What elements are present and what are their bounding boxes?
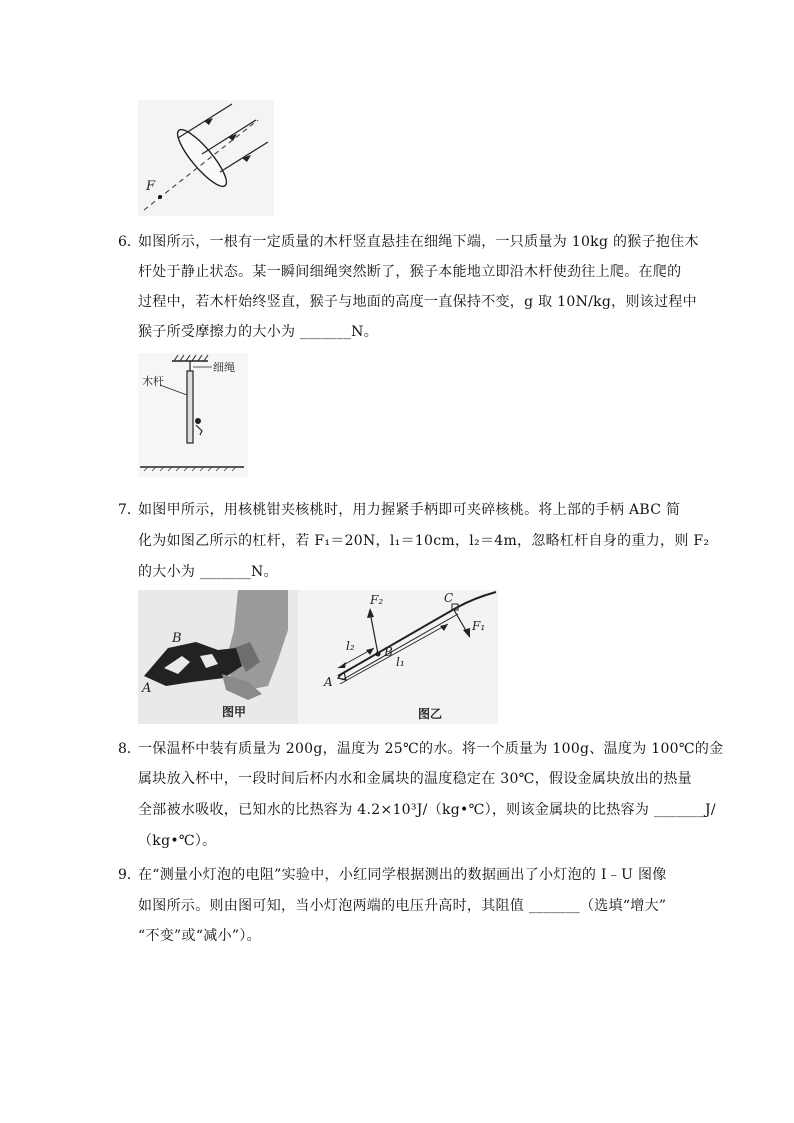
question-6-line-2: 杆处于静止状态。某一瞬间细绳突然断了，猴子本能地立即沿木杆使劲往上爬。在爬的 [138, 264, 682, 280]
caption-figure-b: 图乙 [418, 707, 443, 721]
question-7-line-3: 的大小为 _______N。 [138, 564, 278, 580]
question-8-number: 8． [118, 741, 141, 757]
lever-label-l2: l₂ [346, 639, 355, 653]
question-8-line-2: 属块放入杯中，一段时间后杯内水和金属块的温度稳定在 30℃，假设金属块放出的热量 [138, 771, 692, 787]
rope-label: 细绳 [213, 361, 235, 374]
question-6-line-1: 如图所示，一根有一定质量的木杆竖直悬挂在细绳下端，一只质量为 10kg 的猴子抱住木 [138, 234, 699, 250]
question-8-line-1: 一保温杯中装有质量为 200g，温度为 25℃的水。将一个质量为 100g、温度为 100℃的金 [138, 741, 724, 757]
question-7-number: 7． [118, 502, 141, 518]
question-6-number: 6． [118, 234, 141, 250]
lever-label-c: C [444, 591, 454, 605]
lever-label-a: A [324, 675, 333, 689]
question-9-line-3: “不变”或“减小”）。 [138, 928, 261, 944]
question-8-line-4: （kg•℃）。 [138, 833, 217, 849]
focus-label: F [146, 179, 156, 194]
question-6-line-3: 过程中，若木杆始终竖直，猴子与地面的高度一直保持不变，g 取 10N/kg，则该过程中 [138, 294, 697, 310]
question-9-line-1: 在“测量小灯泡的电阻”实验中，小红同学根据测出的数据画出了小灯泡的 I﹣U 图像 [138, 867, 667, 883]
question-7-line-2: 化为如图乙所示的杠杆，若 F₁＝20N，l₁＝10cm，l₂＝4m，忽略杠杆自身的重力，则 F₂ [138, 533, 710, 549]
focus-point [158, 195, 162, 199]
photo-label-a: A [142, 681, 152, 696]
pole-figure [138, 353, 248, 477]
question-9-line-2: 如图所示。则由图可知，当小灯泡两端的电压升高时，其阻值 _______（选填“增大” [138, 898, 667, 914]
nutcracker-figure [138, 590, 498, 724]
pole-label: 木杆 [142, 375, 164, 388]
photo-label-b: B [172, 631, 182, 646]
lens-figure [138, 100, 274, 216]
lever-label-f2: F₂ [370, 593, 384, 607]
caption-figure-a: 图甲 [222, 705, 247, 719]
question-9-number: 9． [118, 867, 141, 883]
lever-label-l1: l₁ [396, 655, 405, 669]
nutcracker-photo [138, 590, 298, 724]
question-7-line-1: 如图甲所示，用核桃钳夹核桃时，用力握紧手柄即可夹碎核桃。将上部的手柄 ABC 简 [138, 502, 681, 518]
lever-label-b: B [384, 645, 393, 659]
question-6-line-4: 猴子所受摩擦力的大小为 _______N。 [138, 324, 378, 340]
wooden-pole [187, 371, 193, 443]
lever-label-f1: F₁ [472, 619, 486, 633]
question-8-line-3: 全部被水吸收，已知水的比热容为 4.2×10³J/（kg•℃），则该金属块的比热容为 _______J/ [138, 802, 716, 818]
monkey [195, 418, 201, 424]
